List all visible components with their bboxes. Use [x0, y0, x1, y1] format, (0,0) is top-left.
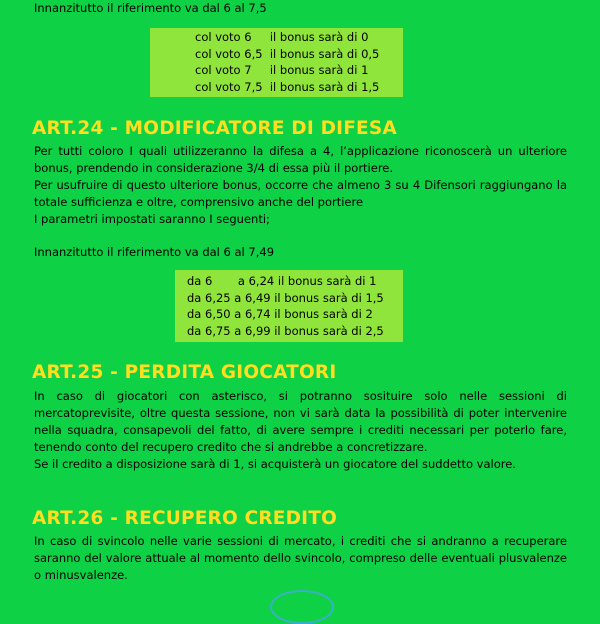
art26-paragraph: In caso di svincolo nelle varie sessioni di mercato, i crediti che si andranno a recuperare saranno del valore attuale al momento dello svincolo, compreso delle eventuali plusvalenze o minusvalenze.	[34, 534, 567, 582]
art25-body	[34, 388, 567, 473]
intro-reference-line: Innanzitutto il riferimento va dal 6 al 7,5	[34, 1, 267, 15]
art25-heading: ART.25 - PERDITA GIOCATORI	[32, 362, 337, 383]
art25-paragraph: Se il credito a disposizione sarà di 1, si acquisterà un giocatore del suddetto valore.	[34, 457, 516, 471]
art24-paragraph: I parametri impostati saranno I seguenti;	[34, 212, 270, 226]
vote-bonus-row: col voto 7 il bonus sarà di 1	[195, 63, 369, 77]
defense-bonus-row: da 6,75 a 6,99 il bonus sarà di 2,5	[187, 323, 384, 338]
art24-paragraph: Per tutti coloro I quali utilizzeranno la difesa a 4, l’applicazione riconoscerà un ulteriore bonus, prendendo in considerazione 3/4 di essa più il portiere.	[34, 144, 567, 175]
defense-bonus-row: da 6 a 6,24 il bonus sarà di 1	[187, 274, 377, 288]
art24-paragraph: Per usufruire di questo ulteriore bonus, occorre che almeno 3 su 4 Difensori raggiungano la totale sufficienza e oltre, comprensivo anche del portiere	[34, 178, 567, 209]
art24-reference-line: Innanzitutto il riferimento va dal 6 al 7,49	[34, 245, 275, 259]
vote-bonus-row: col voto 7,5 il bonus sarà di 1,5	[195, 79, 380, 94]
vote-bonus-row: col voto 6,5 il bonus sarà di 0,5	[195, 46, 380, 61]
vote-bonus-row: col voto 6 il bonus sarà di 0	[195, 30, 369, 44]
decorative-circle	[270, 590, 334, 624]
art25-paragraph: In caso di giocatori con asterisco, si potranno sosituire solo nelle sessioni di mercatoprevisite, oltre questa sessione, non vi sarà data la possibilità di poter intervenire nella squadra, consapevoli del fatto, di avere sempre i crediti necessari per poterlo fare, tenendo conto del recupero credito che si andrebbe a concretizzare.	[34, 389, 567, 454]
art24-body	[34, 143, 567, 228]
art26-heading: ART.26 - RECUPERO CREDITO	[32, 508, 338, 529]
vote-bonus-table	[150, 28, 403, 97]
defense-bonus-row: da 6,50 a 6,74 il bonus sarà di 2	[187, 307, 373, 321]
art26-body	[34, 533, 567, 584]
art24-heading: ART.24 - MODIFICATORE DI DIFESA	[32, 118, 397, 139]
defense-bonus-row: da 6,25 a 6,49 il bonus sarà di 1,5	[187, 290, 384, 305]
defense-bonus-table	[175, 270, 403, 342]
